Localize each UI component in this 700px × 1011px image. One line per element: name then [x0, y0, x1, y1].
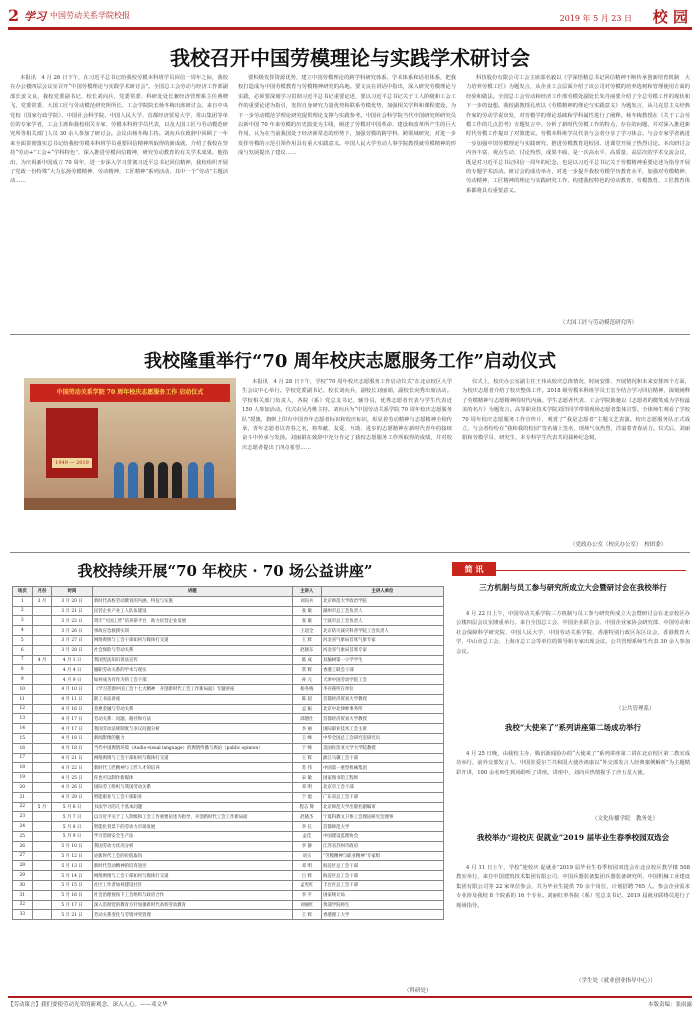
table-cell: 吕 辉 [292, 871, 321, 881]
table-cell: 国家图书馆工程师 [321, 773, 443, 783]
brief2-body: 4 月 25 日晚，由我校主办，腾讯新闻协办的“大使来了”系列讲座第二讲在北京校区第二教室成功举行，前外交部发言人、中国驻爱尔兰共和国大使沙祖康以“外交部发言人经典案例解析”为主题精彩开讲，100 余名师生到场聆听了讲座。讲座中，刘向兵热情握手了沙五星大使。 [456, 751, 690, 776]
table-cell: 4 月 26 日 [52, 782, 93, 792]
table-row [13, 655, 444, 665]
table-header: 讲题 [92, 587, 292, 597]
table-cell: 5 月 17 日 [52, 900, 93, 910]
table-cell: 4 月 25 日 [52, 773, 93, 783]
table-cell: 7 [13, 655, 33, 665]
table-cell: 邱德仕 [292, 714, 321, 724]
table-header: 主讲人单位 [321, 587, 443, 597]
table-cell: 31 [13, 890, 33, 900]
photo-screen-years: 1949 — 2019 [52, 458, 92, 468]
ceremony-photo [24, 378, 236, 510]
table-cell: 新时代高校劳动教育的内涵、特征与实施 [92, 596, 292, 606]
table-row [13, 645, 444, 655]
table-cell [32, 675, 52, 685]
table-cell: 29 [13, 871, 33, 881]
table-cell: 1 [13, 596, 33, 606]
table-row [13, 675, 444, 685]
table-cell: 5 月 13 日 [52, 861, 93, 871]
table-cell: 3 月 27 日 [52, 635, 93, 645]
table-cell: 江苏省苏州市政府 [321, 841, 443, 851]
table-cell: 国际劳工组织与我国劳动关系 [92, 782, 292, 792]
table-cell: 于 峰 [292, 743, 321, 753]
table-cell: 双榆树第一小学学生 [321, 655, 443, 665]
table-cell: 4 月 9 日 [52, 675, 93, 685]
table-cell: 网络舆情与工会干部如何与媒体打交道 [92, 635, 292, 645]
table-cell: “劳模精神与职业精神”专家组 [321, 851, 443, 861]
photo-person [188, 462, 198, 502]
table-row [13, 606, 444, 616]
table-cell: 27 [13, 851, 33, 861]
article1-col1: 本报讯 4 月 26 日下午，在习近平总书记给我校劳模本科班学员回信一周年之际，我校在办公楼四层会议室召开“中国劳模理论与实践学术研讨会”。全国总工会劳动与经济工作部副部长姜文良，我校党委副书记、校长刘向兵，党委常委、科研处处长兼经济管理系主任燕晓飞，党委常委、大国工匠与劳动模范研究所所长、工会学院院长杨冬梅出席研讨会。来自中央党校（国家行政学院）、中国社会科学院、中国人民大学、首都经济贸易大学、常山集团等单位的专家学者，工会主席和我校相关专家、劳模本科班学员代表，以及大国工匠与劳动模范研究所等相关部门人员 30 余人参加了研讨会。会议由杨冬梅主持。刘向兵在致辞中回顾了一年来全面贯彻落实总书记给我校劳模本科班学员重要回信精神所取得的新成就，介绍了我校在坚持“劳动+”工会+“学科特色”，深入推进劳模回信精神，研究劳动教育的有关学术成果。他指出，为庆祝新中国成立 70 周年，进一步深入学习贯彻习近平总书记回信精神，我校组织开展了党政一份特殊“大力弘扬劳模精神、劳动精神、工匠精神”系列活动，其中一个“劳动”主题活动…… [10, 75, 228, 185]
table-cell: 宁夏科教文卫体工会理论研究会理事 [321, 812, 443, 822]
table-cell: 天津中国劳动学院工会 [321, 675, 443, 685]
table-cell: 首都师范大学 [321, 822, 443, 832]
table-cell: 2 [13, 606, 33, 616]
issue-date: 2019 年 5 月 23 日 [559, 14, 632, 23]
table-cell: 智能职业与工会干部职业 [92, 792, 292, 802]
table-cell: 邓 明 [292, 861, 321, 871]
table-cell: 李存葆所在单位 [321, 684, 443, 694]
table-cell: 20 [13, 782, 33, 792]
table-cell: 4 月 18 日 [52, 743, 93, 753]
photo-person [114, 462, 124, 502]
table-cell: 12 [13, 704, 33, 714]
footer-editor: 本版责编：张雨露 [647, 1002, 692, 1008]
table-cell: 孟佳 [292, 831, 321, 841]
table-cell: 33 [13, 910, 33, 920]
table-cell: 5 月 14 日 [52, 871, 93, 881]
table-cell: 首都经济贸易大学教授 [321, 694, 443, 704]
table-cell: 15 [13, 733, 33, 743]
photo-banner: 中国劳动关系学院 70 周年校庆志愿服务工作 启动仪式 [30, 384, 230, 402]
table-cell: 5 月 15 日 [52, 880, 93, 890]
table-header: 场次 [13, 587, 33, 597]
table-cell: 赵晓杰 [292, 812, 321, 822]
table-cell: 苏 伟 [292, 763, 321, 773]
table-cell: 深入贯彻党的教育方针加强新时代高校劳动教育 [92, 900, 292, 910]
table-row [13, 616, 444, 626]
table-cell: 3 月 21 日 [52, 606, 93, 616]
table-cell: 22 [13, 802, 33, 812]
table-cell [32, 743, 52, 753]
table-cell [32, 880, 52, 890]
table-cell [32, 851, 52, 861]
table-cell: 海淀区总工会干部 [321, 861, 443, 871]
table-header: 主讲人 [292, 587, 321, 597]
table-cell: 民营企业产业工人队伍建设 [92, 606, 292, 616]
table-cell: 我国劳动法规制度与争议问题分析 [92, 724, 292, 734]
table-cell: 国家统计局 [321, 890, 443, 900]
table-cell: 19 [13, 773, 33, 783]
section-name: 校 园 [652, 8, 688, 26]
table-cell: 5 月 7 日 [52, 812, 93, 822]
table-cell: 职工书法讲座 [92, 694, 292, 704]
table-cell: 首都经济贸易大学教授 [321, 714, 443, 724]
table-cell: 普惠金融与劳动关系 [92, 704, 292, 714]
table-cell: 陈 超 [292, 694, 321, 704]
footer-quote: 【劳动箴言】我们要使劳动光荣的新观念，深入人心。——邓文华 [8, 1002, 168, 1008]
table-cell: 以习近平关于工人阶级和工会工作重要论述为指导，开创新时代工会工作新局面 [92, 812, 292, 822]
table-cell: 北京中北律师事务所 [321, 704, 443, 714]
table-row [13, 782, 444, 792]
table-row [13, 910, 444, 920]
article2-credit: （党政办公室（校庆办公室） 校团委） [570, 542, 667, 548]
article2-col1: 本报讯 4 月 28 日下午，学校“70 周年校庆志愿服务工作启动仪式”在北京校区大学生会议中心举行。学校党委副书记、校长刘向兵，副校长刘丽娟，副校长向秀出席活动。学校相关部门负责人，各院（系）党总支书记，辅导员，优秀志愿者代表与学生代表近 150 人参加活动。仪式由吴丹维主持。刘向兵为“中国劳动关系学院 70 周年校庆志愿服务队”授旗，旗帜上印有中国青年志愿者标识和校庆标识，彰显着劳动精神与志愿精神全相传承，青年志愿者以青春之名，将奉献、友爱、互助、进步的志愿精神在新时代青年的接续奋斗中传承与发扬。刘丽娟在致辞中充分肯定了我校志愿服务工作所取得的成绩，并对校庆志愿者提出了四点希望…… [242, 379, 452, 451]
table-cell: 23 [13, 812, 33, 822]
table-row [13, 763, 444, 773]
table-cell: 黄浦学院师生 [321, 900, 443, 910]
table-cell [32, 812, 52, 822]
table-row [13, 802, 444, 812]
table-cell: 新时代劳动精神的培育途径 [92, 861, 292, 871]
article3-title: 我校持续开展“70 年校庆 · 70 场公益讲座” [77, 562, 373, 580]
page-footer [8, 996, 692, 1008]
lecture-table [12, 586, 444, 920]
table-cell: 北京防灾减灾科普学院工会负责人 [321, 626, 443, 636]
brief3-title: 我校举办“迎校庆 促就业”2019 届毕业生春季校园双选会 [476, 833, 670, 842]
table-cell: 3 月 22 日 [52, 616, 93, 626]
table-cell: 4 月 22 日 [52, 763, 93, 773]
table-cell: 4 月 17 日 [52, 724, 93, 734]
table-cell: 8 [13, 665, 33, 675]
table-cell: 3 月 20 日 [52, 596, 93, 606]
table-cell: 香港工联会干部 [321, 665, 443, 675]
table-cell: 论新时代工会的价值取向 [92, 851, 292, 861]
table-cell: 劳动关系变化与劳资冲突管理 [92, 910, 292, 920]
table-cell: 4 月 [32, 655, 52, 665]
newspaper-subtitle: 中国劳动关系学院校报 [50, 11, 130, 20]
brief3-body: 4 月 11 日上午，学校“迎校庆 促就业”2019 届毕业生春季校园双选会在北京校区教学楼 508 教室举行，来自中国建筑技术集团有限公司、中国兵器装备集团兵器装备研究所、中国机械工业建设集团有限公司等 22 家单位参会，共为毕业生提供 70 余个岗位，计划招聘 765 人。参会企业需求专业涉及我校 8 个院系的 16 个专业。刘丽红率各院（系）党总支书记、2019 届就业联络员进行了现场指导。 [456, 865, 690, 909]
table-cell: 32 [13, 900, 33, 910]
table-cell [32, 900, 52, 910]
table-cell [32, 773, 52, 783]
table-cell: 4 月 21 日 [52, 753, 93, 763]
table-row [13, 861, 444, 871]
table-cell: 3 [13, 616, 33, 626]
table-cell: 13 [13, 714, 33, 724]
table-cell [32, 704, 52, 714]
table-cell: 17 [13, 753, 33, 763]
table-cell [32, 645, 52, 655]
table-cell: 18 [13, 763, 33, 773]
brief1-body: 4 月 22 日上午，中国劳动关系学院三方机制与员工参与研究所成立大会暨研讨会在北京校区办公楼四层会议室隆重举行。来自全国总工会、中国企业联合会、中国企业家协会研究部、中国劳动和社会保障科学研究院、中国人民大学、中国劳动关系学院、香港特别行政区东区议会、香港教育大学、中山市总工会、上海市总工会等单位的领导和专家出席会议。公共管理系师生代表 30 余人参加会议。 [456, 611, 690, 655]
table-cell: 书法学习的几个基本问题 [92, 802, 292, 812]
table-cell: 湖州市总工会负责人 [321, 606, 443, 616]
table-cell [32, 792, 52, 802]
table-cell: 26 [13, 841, 33, 851]
table-cell [32, 763, 52, 773]
table-cell: 宁波市总工会负责人 [321, 616, 443, 626]
table-row [13, 724, 444, 734]
table-row [13, 880, 444, 890]
table-cell: 5 月 9 日 [52, 831, 93, 841]
photo-person [144, 462, 154, 502]
table-cell: 14 [13, 724, 33, 734]
table-row [13, 871, 444, 881]
table-cell: 5 月 12 日 [52, 851, 93, 861]
table-cell [32, 616, 52, 626]
table-cell: 刘玉 [292, 851, 321, 861]
table-row [13, 665, 444, 675]
table-cell: 社区工作者如何建设社区 [92, 880, 292, 890]
table-cell: 陈 成 [292, 655, 321, 665]
table-row [13, 831, 444, 841]
table-cell: 劳动关系：问题、路径和方法 [92, 714, 292, 724]
table-cell: 中华全国总工会研究室研究员 [321, 733, 443, 743]
table-cell: 16 [13, 743, 33, 753]
table-cell: 4 月 11 日 [52, 694, 93, 704]
article3-credit: （科研处） [404, 988, 432, 994]
table-cell [32, 822, 52, 832]
table-cell: 11 [13, 694, 33, 704]
table-row [13, 841, 444, 851]
table-cell: 孟宪红 [292, 880, 321, 890]
table-cell: 北京师范大学出版社副编审 [321, 802, 443, 812]
table-cell: 《学习贯彻中国工会十七大精神 开创新时代工会工作新局面》专题讲座 [92, 684, 292, 694]
table-cell: 4 月 16 日 [52, 704, 93, 714]
table-cell: 国际职业技术工会主席 [321, 724, 443, 734]
table-row [13, 822, 444, 832]
table-cell: 香港理工大学 [321, 910, 443, 920]
table-cell: 事故应急救援实训 [92, 626, 292, 636]
table-cell: 中国第一重型机械集团 [321, 763, 443, 773]
table-row [13, 743, 444, 753]
table-cell: 如何成为有作为的工会干部 [92, 675, 292, 685]
table-cell: 于 琨 [292, 792, 321, 802]
brief1-title: 三方机制与员工参与研究所成立大会暨研讨会在我校举行 [479, 583, 667, 592]
table-cell: 刘向兵 [292, 596, 321, 606]
table-cell: 刘丽红 [292, 900, 321, 910]
table-cell: 常 辉 [292, 665, 321, 675]
table-cell [32, 724, 52, 734]
brief3-credit: （学生处（就业创业指导中心）） [576, 978, 656, 984]
table-cell: 5 月 [32, 802, 52, 812]
table-row [13, 704, 444, 714]
table-cell: 6 [13, 645, 33, 655]
table-cell: 24 [13, 822, 33, 832]
table-cell: 王 辉 [292, 910, 321, 920]
table-cell: 筑牢“大国工匠”培养新平台 助力民营企业发展 [92, 616, 292, 626]
table-cell: 网络舆情与工会干部如何与媒体打交道 [92, 871, 292, 881]
photo-floor [24, 498, 236, 510]
article2-title: 我校隆重举行“70 周年校庆志愿服务工作”启动仪式 [143, 351, 557, 372]
table-header: 时间 [52, 587, 93, 597]
table-cell: 新时代工匠精神与工匠人才的培养 [92, 763, 292, 773]
table-cell: 4 月 4 日 [52, 665, 93, 675]
brief2-title: 我校“大使来了”系列讲座第二场成功举行 [504, 723, 642, 732]
table-row [13, 714, 444, 724]
table-cell [32, 841, 52, 851]
table-cell [32, 910, 52, 920]
table-cell: 美国佐治亚大学大学院教授 [321, 743, 443, 753]
table-cell: 李 丽 [292, 724, 321, 734]
table-cell [32, 606, 52, 616]
table-cell: 邓 明 [292, 782, 321, 792]
table-cell: 广东省总工会干部 [321, 792, 443, 802]
table-row [13, 851, 444, 861]
table-cell: 杨冬梅 [292, 684, 321, 694]
table-cell: 21 [13, 792, 33, 802]
table-cell: 我国宪法知识普法宣传 [92, 655, 292, 665]
table-cell: 4 月 29 日 [52, 792, 93, 802]
table-cell: 5 月 16 日 [52, 890, 93, 900]
table-row [13, 900, 444, 910]
table-cell: 新闻影像的魅力 [92, 733, 292, 743]
table-cell [32, 890, 52, 900]
table-cell [32, 635, 52, 645]
table-cell: 4 月 10 日 [52, 684, 93, 694]
table-row [13, 596, 444, 606]
table-cell: 5 [13, 635, 33, 645]
table-cell: 智能化背景下的劳动力市场发展 [92, 822, 292, 832]
table-row [13, 733, 444, 743]
table-cell: 网络舆情与工会干部如何与媒体打交道 [92, 753, 292, 763]
table-row [13, 812, 444, 822]
table-cell: 赵晓东 [292, 645, 321, 655]
table-cell: 李 长 [292, 822, 321, 832]
table-cell: 28 [13, 861, 33, 871]
brief1-credit: （公共管理系） [616, 706, 655, 712]
table-cell: 程志 辉 [292, 802, 321, 812]
table-cell: 北京师范大学政治学院 [321, 596, 443, 606]
table-cell: 孙 元 [292, 675, 321, 685]
table-cell [32, 694, 52, 704]
table-cell [32, 871, 52, 881]
table-cell [32, 831, 52, 841]
table-cell: 浙江马骥工会干部 [321, 753, 443, 763]
photo-person [158, 462, 168, 502]
table-cell [32, 626, 52, 636]
masthead [8, 4, 692, 30]
table-cell [32, 714, 52, 724]
table-cell: 10 [13, 684, 33, 694]
table-cell: 履职劳动关系的学术与现实 [92, 665, 292, 675]
table-cell: 张 敏 [292, 616, 321, 626]
table-cell [32, 684, 52, 694]
article2-col2: 仪式上，校庆办公室副主任王伟从校庆总体情况、时间安排、开展情况和未来安排四个方面，为校庆志愿者介绍了校庆整体工作。2018 级劳模本科班学员王宏全结合学习回信精神，深刻阐释了劳模精神与志愿精神的时代内涵。学生志愿者代表、工会学院陈驰以《志愿者的微笑成为学校最美的名片》为题发言。高等职业技术学院刘洋同学带领现场志愿者集体宣誓。全体师生观看了学校 70 周年校庆志愿服务工作宣传片，观赏了“我是志愿者”主题文艺表演。校庆志愿服务队正式成立，与会者纷纷在“我和我的校园”签名墙上签名，现场气氛热烈，洋溢着青春活力。仪式后，刘丽娟和劳模学员、研究生、本专科学生代表共同栽种纪念树。 [462, 379, 690, 442]
table-cell: 海淀区总工会干部 [321, 871, 443, 881]
table-cell: 李 静 [292, 841, 321, 851]
table-row [13, 694, 444, 704]
table-cell: 丰台区总工会干部 [321, 880, 443, 890]
photo-person [204, 462, 214, 502]
divider [10, 334, 690, 335]
table-cell: 张 敏 [292, 606, 321, 616]
article1-title: 我校召开中国劳模理论与实践学术研讨会 [170, 46, 530, 70]
brief2-credit: （文化传播学院 教务处） [592, 816, 659, 822]
table-cell: 5 月 21 日 [52, 910, 93, 920]
table-cell: 河北省气象局首席气象专家 [321, 635, 443, 645]
article1-col3: 科技股份有限公司工会主席邵名毅以《学深悟精总书记回信精神不断传承创新培育机制 大力培养劳模工匠》为题发言，从企业工会层面介绍了该公司对劳模的培养选树和管理使用方面的经验和做法。全国总工会劳动和经济工作部劳模处副处长朱丹丽要介绍了全总劳模工作的现状和下一步的设想。我校副教授孔欣以《劳模精神的理论与实践意义》为题发言，从马克思主义经典作家的劳动学说出发，对劳模学的理论基础和学科属性进行了阐释。杨冬梅教授在《关于工会劳模工作的几点思考》专题发言中，分析了新时代劳模工作的特点，存在的问题，并对深入推进新时代劳模工作提出了对策建议。劳模本科班学员代表与会者分享了学习体会。与会专家学者就进一步加强中国劳模理论与实践研究、推进劳模教育进校园、进课堂开展了热烈讨论。本次研讨会内容丰富、观点生动、讨论热烈，成果丰硕，是一次高水平、高质量、高层次的学术交流会议，既是对习近平总书记回信一周年的纪念，也是以习近平总书记关于劳模精神重要论述为指导开展的专题学术活动。研讨会的成功举办，对进一步提升我校劳模学历教育水平，加强对劳模精神、劳动精神、工匠精神的理论与实践研究工作，构建我校特色的劳动教育、劳模教育、工匠教育体系都将具有重要意义。 [466, 75, 690, 194]
table-cell: 我国劳动力状况分析 [92, 841, 292, 851]
table-row [13, 792, 444, 802]
table-header: 月份 [32, 587, 52, 597]
table-cell: 30 [13, 880, 33, 890]
table-cell: 3 月 28 日 [52, 645, 93, 655]
table-cell [32, 782, 52, 792]
table-row [13, 890, 444, 900]
photo-person [172, 462, 182, 502]
table-cell: 4 [13, 626, 33, 636]
table-cell: 王超全 [292, 626, 321, 636]
table-cell: 孟 振 [292, 704, 321, 714]
table-cell: 宋 敏 [292, 773, 321, 783]
table-cell: 5 月 6 日 [52, 802, 93, 812]
table-cell: 社会治理视角下工会组织与政府合作 [92, 890, 292, 900]
page-number: 2 [8, 6, 20, 25]
table-cell [32, 861, 52, 871]
table-row [13, 626, 444, 636]
table-cell: 李 平 [292, 890, 321, 900]
table-cell: 学习贯彻安全生产法 [92, 831, 292, 841]
table-cell: 当代中国舆情环境（Audio-visual language）的舆情传播与舆论（public opinion） [92, 743, 292, 753]
table-cell: 5 月 10 日 [52, 841, 93, 851]
table-cell [32, 665, 52, 675]
table-header-row [13, 587, 444, 597]
divider [10, 552, 690, 553]
table-cell: 4 月 1 日 [52, 655, 93, 665]
newspaper-logo: 学习 [24, 9, 46, 23]
table-row [13, 773, 444, 783]
table-row [13, 753, 444, 763]
table-cell: 中国建设监理协会 [321, 831, 443, 841]
table-cell: 9 [13, 675, 33, 685]
table-cell: 社会保险与劳动关系 [92, 645, 292, 655]
table-cell [32, 753, 52, 763]
brief-rule [496, 570, 686, 571]
table-cell: 北京市工会干部 [321, 782, 443, 792]
table-cell: 3 月 26 日 [52, 626, 93, 636]
table-row [13, 635, 444, 645]
table-cell [32, 733, 52, 743]
table-cell: 4 月 18 日 [52, 733, 93, 743]
table-cell: 4 月 17 日 [52, 714, 93, 724]
table-cell: 王 峰 [292, 733, 321, 743]
table-cell: 5 月 8 日 [52, 822, 93, 832]
table-cell: 河北省气象局首席专家 [321, 645, 443, 655]
photo-person [128, 462, 138, 502]
table-row [13, 684, 444, 694]
table-cell: 王 辉 [292, 635, 321, 645]
photo-screen [46, 408, 98, 478]
article1-col2: 要积极发挥资源优势，建立中国劳模理论的跨学科研究体系、学术体系和话语体系，把我校打造成为中国劳模教育与劳模精神研究的高地。要文良在讲话中指出，深入研究劳模理论与实践，必须要深刻学习贯彻习近平总书记重要论述，要以习近平总书记关于工人阶级和工会工作的重要论述为指引，发挥自身研究力量优势和联系劳模优势，加强相关学科和课程建设，为下一步劳动模范学理论研究提供理论支撑与实践参考。中国社会科学院当代中国研究所研究员以新中国 70 年来劳模的历史演变为主线，阐述了劳模对中国革命、建设和改革所产生的巨大作用，认为在当前我国处于经济新常态的形势下，加强劳模的跨学科、跨领域研究，对进一步发挥劳模的示范引领作用具有重大实践意义。中国人民大学劳动人事学院教授就劳模精神的形成与发展提出了建议…… [238, 75, 456, 157]
article1-credit: （大国工匠与劳动模范研究所） [560, 320, 638, 326]
table-cell: 3 月 [32, 596, 52, 606]
brief-label: 简 讯 [452, 562, 496, 576]
table-cell: 25 [13, 831, 33, 841]
table-cell: 你也可以制作新媒体 [92, 773, 292, 783]
table-cell: 王 辉 [292, 753, 321, 763]
